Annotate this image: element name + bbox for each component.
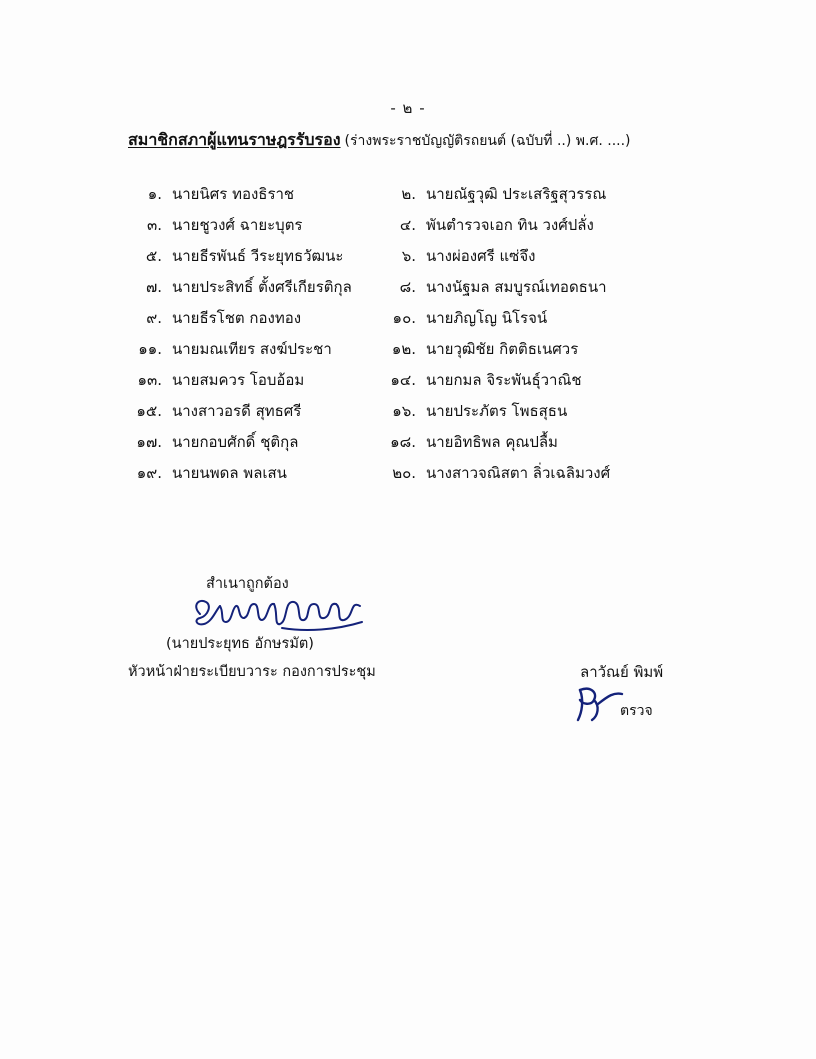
item-name: นางสาวจณิสตา ลิ่วเฉลิมวงศ์	[426, 464, 611, 482]
item-name: นายภิญโญ นิโรจน์	[426, 309, 548, 327]
table-row	[128, 368, 688, 399]
list-item	[128, 213, 382, 237]
item-number: ๙.	[146, 309, 162, 327]
table-row	[128, 244, 688, 275]
table-row	[128, 182, 688, 213]
list-item	[382, 368, 682, 392]
item-name: นายกอบศักดิ์ ชุติกุล	[172, 433, 299, 451]
signatory-list	[128, 182, 688, 492]
list-item	[128, 461, 382, 485]
item-name: นายอิทธิพล คุณปลื้ม	[426, 433, 558, 451]
item-number: ๓.	[146, 216, 162, 234]
item-name: นายสมควร โอบอ้อม	[172, 371, 305, 389]
item-number: ๑๔.	[390, 371, 416, 389]
item-name: พันตำรวจเอก ทิน วงศ์ปลั่ง	[426, 216, 594, 234]
list-item	[382, 337, 682, 361]
item-number: ๘.	[399, 278, 416, 296]
table-row	[128, 337, 688, 368]
item-number: ๑๖.	[392, 402, 416, 420]
item-number: ๕.	[145, 247, 162, 265]
list-item	[128, 244, 382, 268]
item-number: ๔.	[399, 216, 416, 234]
item-name: นายนพดล พลเสน	[172, 464, 287, 482]
list-item	[382, 306, 682, 330]
list-item	[382, 244, 682, 268]
table-row	[128, 275, 688, 306]
item-name: นายประสิทธิ์ ตั้งศรีเกียรติกุล	[172, 278, 352, 296]
list-item	[128, 275, 382, 299]
item-name: นางผ่องศรี แซ่จึง	[426, 247, 536, 265]
table-row	[128, 430, 688, 461]
table-row	[128, 213, 688, 244]
item-name: นายวุฒิชัย กิตติธเนศวร	[426, 340, 579, 358]
list-item	[382, 182, 682, 206]
item-number: ๑๗.	[136, 433, 162, 451]
item-number: ๖.	[401, 247, 416, 265]
item-number: ๗.	[145, 278, 162, 296]
item-name: นายมณเทียร สงฆ์ประชา	[172, 340, 332, 358]
list-item	[128, 306, 382, 330]
list-item	[382, 275, 682, 299]
item-number: ๑๘.	[390, 433, 416, 451]
item-name: นายชูวงศ์ ฉายะบุตร	[172, 216, 303, 234]
list-item	[382, 213, 682, 237]
item-number: ๑๐.	[392, 309, 416, 327]
page-number: - ๒ -	[390, 99, 426, 117]
list-item	[382, 461, 682, 485]
item-name: นายประภัตร โพธสุธน	[426, 402, 568, 420]
page-subtitle: (ร่างพระราชบัญญัติรถยนต์ (ฉบับที่ ..) พ.ศ. ....)	[344, 133, 631, 149]
list-item	[128, 399, 382, 423]
page-title: สมาชิกสภาผู้แทนราษฎรรับรอง	[128, 130, 341, 149]
list-item	[382, 399, 682, 423]
item-name: นางนัฐมล สมบูรณ์เทอดธนา	[426, 278, 607, 296]
item-number: ๒.	[401, 185, 416, 203]
table-row	[128, 399, 688, 430]
item-name: นายนิศร ทองธิราช	[172, 185, 295, 203]
list-item	[128, 182, 382, 206]
list-item	[128, 337, 382, 361]
item-name: นายกมล จิระพันธุ์วาณิช	[426, 371, 582, 389]
item-number: ๑.	[147, 185, 162, 203]
list-item	[382, 430, 682, 454]
item-name: นายธีรพันธ์ วีระยุทธวัฒนะ	[172, 247, 344, 265]
item-number: ๑๙.	[136, 464, 162, 482]
item-number: ๑๒.	[391, 340, 416, 358]
checked-label: ตรวจ	[620, 703, 653, 719]
signer-role: หัวหน้าฝ่ายระเบียบวาระ กองการประชุม	[128, 664, 376, 680]
document-title	[128, 128, 728, 153]
typist-name: ลาวัณย์ พิมพ์	[580, 663, 664, 681]
list-item	[128, 430, 382, 454]
certified-copy-label: สำเนาถูกต้อง	[206, 576, 289, 592]
item-number: ๑๓.	[137, 371, 162, 389]
signer-name: (นายประยุทธ อักษรมัต)	[166, 636, 314, 652]
table-row	[128, 461, 688, 492]
list-item	[128, 368, 382, 392]
item-name: นายณัฐวุฒิ ประเสริฐสุวรรณ	[426, 185, 607, 203]
item-number: ๑๑.	[138, 340, 162, 358]
table-row	[128, 306, 688, 337]
item-name: นางสาวอรดี สุทธศรี	[172, 402, 302, 420]
item-number: ๑๕.	[136, 402, 162, 420]
item-number: ๒๐.	[392, 464, 416, 482]
item-name: นายธีรโชต กองทอง	[172, 309, 302, 327]
